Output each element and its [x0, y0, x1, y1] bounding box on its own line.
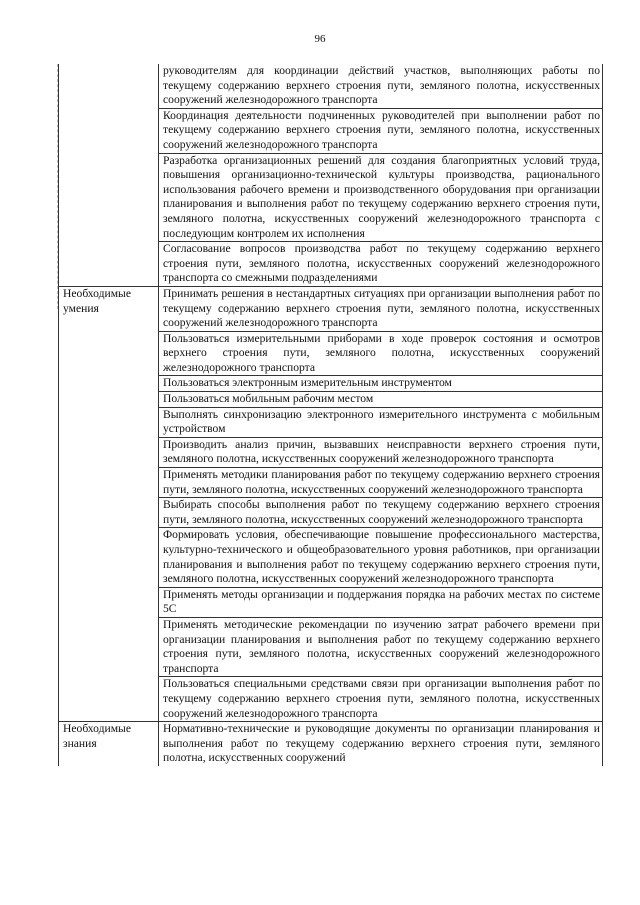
- requirements-table: [58, 64, 603, 766]
- section-label-knowledge: Необходимые знания: [59, 722, 159, 766]
- table-cell: Пользоваться измерительными приборами в ходе проверок состояния и осмотров верхнего строения пути, земляного полотна, искусственных сооружений железнодорожного транспорта: [159, 331, 603, 376]
- page-number: 96: [314, 33, 326, 45]
- table-cell: Принимать решения в нестандартных ситуациях при организации выполнения работ по текущему содержанию верхнего строения пути, земляного полотна, искусственных сооружений железнодорожного транспорта: [159, 286, 603, 331]
- table-cell: Формировать условия, обеспечивающие повышение профессионального мастерства, культурно-технического и общеобразовательного уровня работников, при организации планирования и выполнения работ по текущему содержанию верхнего строения пути, земляного полотна, искусственных сооружений железнодорожного транспорта: [159, 528, 603, 587]
- table-cell: Применять методические рекомендации по изучению затрат рабочего времени при организации планирования и выполнения работ по текущему содержанию верхнего строения пути, земляного полотна, искусственных сооружений железнодорожного транспорта: [159, 617, 603, 676]
- table-cell: Согласование вопросов производства работ по текущему содержанию верхнего строения пути, земляного полотна, искусственных сооружений железнодорожного транспорта со смежными подразделениями: [159, 242, 603, 287]
- table-cell: Разработка организационных решений для создания благоприятных условий труда, повышения организационно-технической культуры производства, рационального использования рабочего времени и производственного оборудования при организации планирования и выполнения работ по текущему содержанию верхнего строения пути, земляного полотна, искусственных сооружений железнодорожного транспорта с последующим контролем их исполнения: [159, 153, 603, 242]
- table-cell: Координация деятельности подчиненных руководителей при выполнении работ по текущему содержанию верхнего строения пути, земляного полотна, искусственных сооружений железнодорожного транспорта: [159, 108, 603, 153]
- table-cell: Применять методики планирования работ по текущему содержанию верхнего строения пути, земляного полотна, искусственных сооружений железнодорожного транспорта: [159, 468, 603, 498]
- table-cell: Применять методы организации и поддержания порядка на рабочих местах по системе 5С: [159, 587, 603, 617]
- table-cell: Нормативно-технические и руководящие документы по организации планирования и выполнения работ по текущему содержанию верхнего строения пути, земляного полотна, искусственных сооружений: [159, 722, 603, 766]
- table-row: [59, 286, 603, 331]
- table-cell: руководителям для координации действий участков, выполняющих работы по текущему содержанию верхнего строения пути, земляного полотна, искусственных сооружений железнодорожного транспорта: [159, 64, 603, 108]
- table-cell: Производить анализ причин, вызвавших неисправности верхнего строения пути, земляного полотна, искусственных сооружений железнодорожного транспорта: [159, 437, 603, 467]
- table-row: [59, 722, 603, 766]
- table-cell: Выполнять синхронизацию электронного измерительного инструмента с мобильным устройством: [159, 407, 603, 437]
- table-cell: Пользоваться мобильным рабочим местом: [159, 392, 603, 408]
- section-label-skills: Необходимые умения: [59, 286, 159, 721]
- table-row: [59, 64, 603, 108]
- table-cell: Выбирать способы выполнения работ по текущему содержанию верхнего строения пути, земляного полотна, искусственных сооружений железнодорожного транспорта: [159, 498, 603, 528]
- table-cell: Пользоваться электронным измерительным инструментом: [159, 376, 603, 392]
- table-cell: Пользоваться специальными средствами связи при организации выполнения работ по текущему содержанию верхнего строения пути, земляного полотна, искусственных сооружений железнодорожного транспорта: [159, 677, 603, 722]
- section-label-empty: [59, 64, 159, 286]
